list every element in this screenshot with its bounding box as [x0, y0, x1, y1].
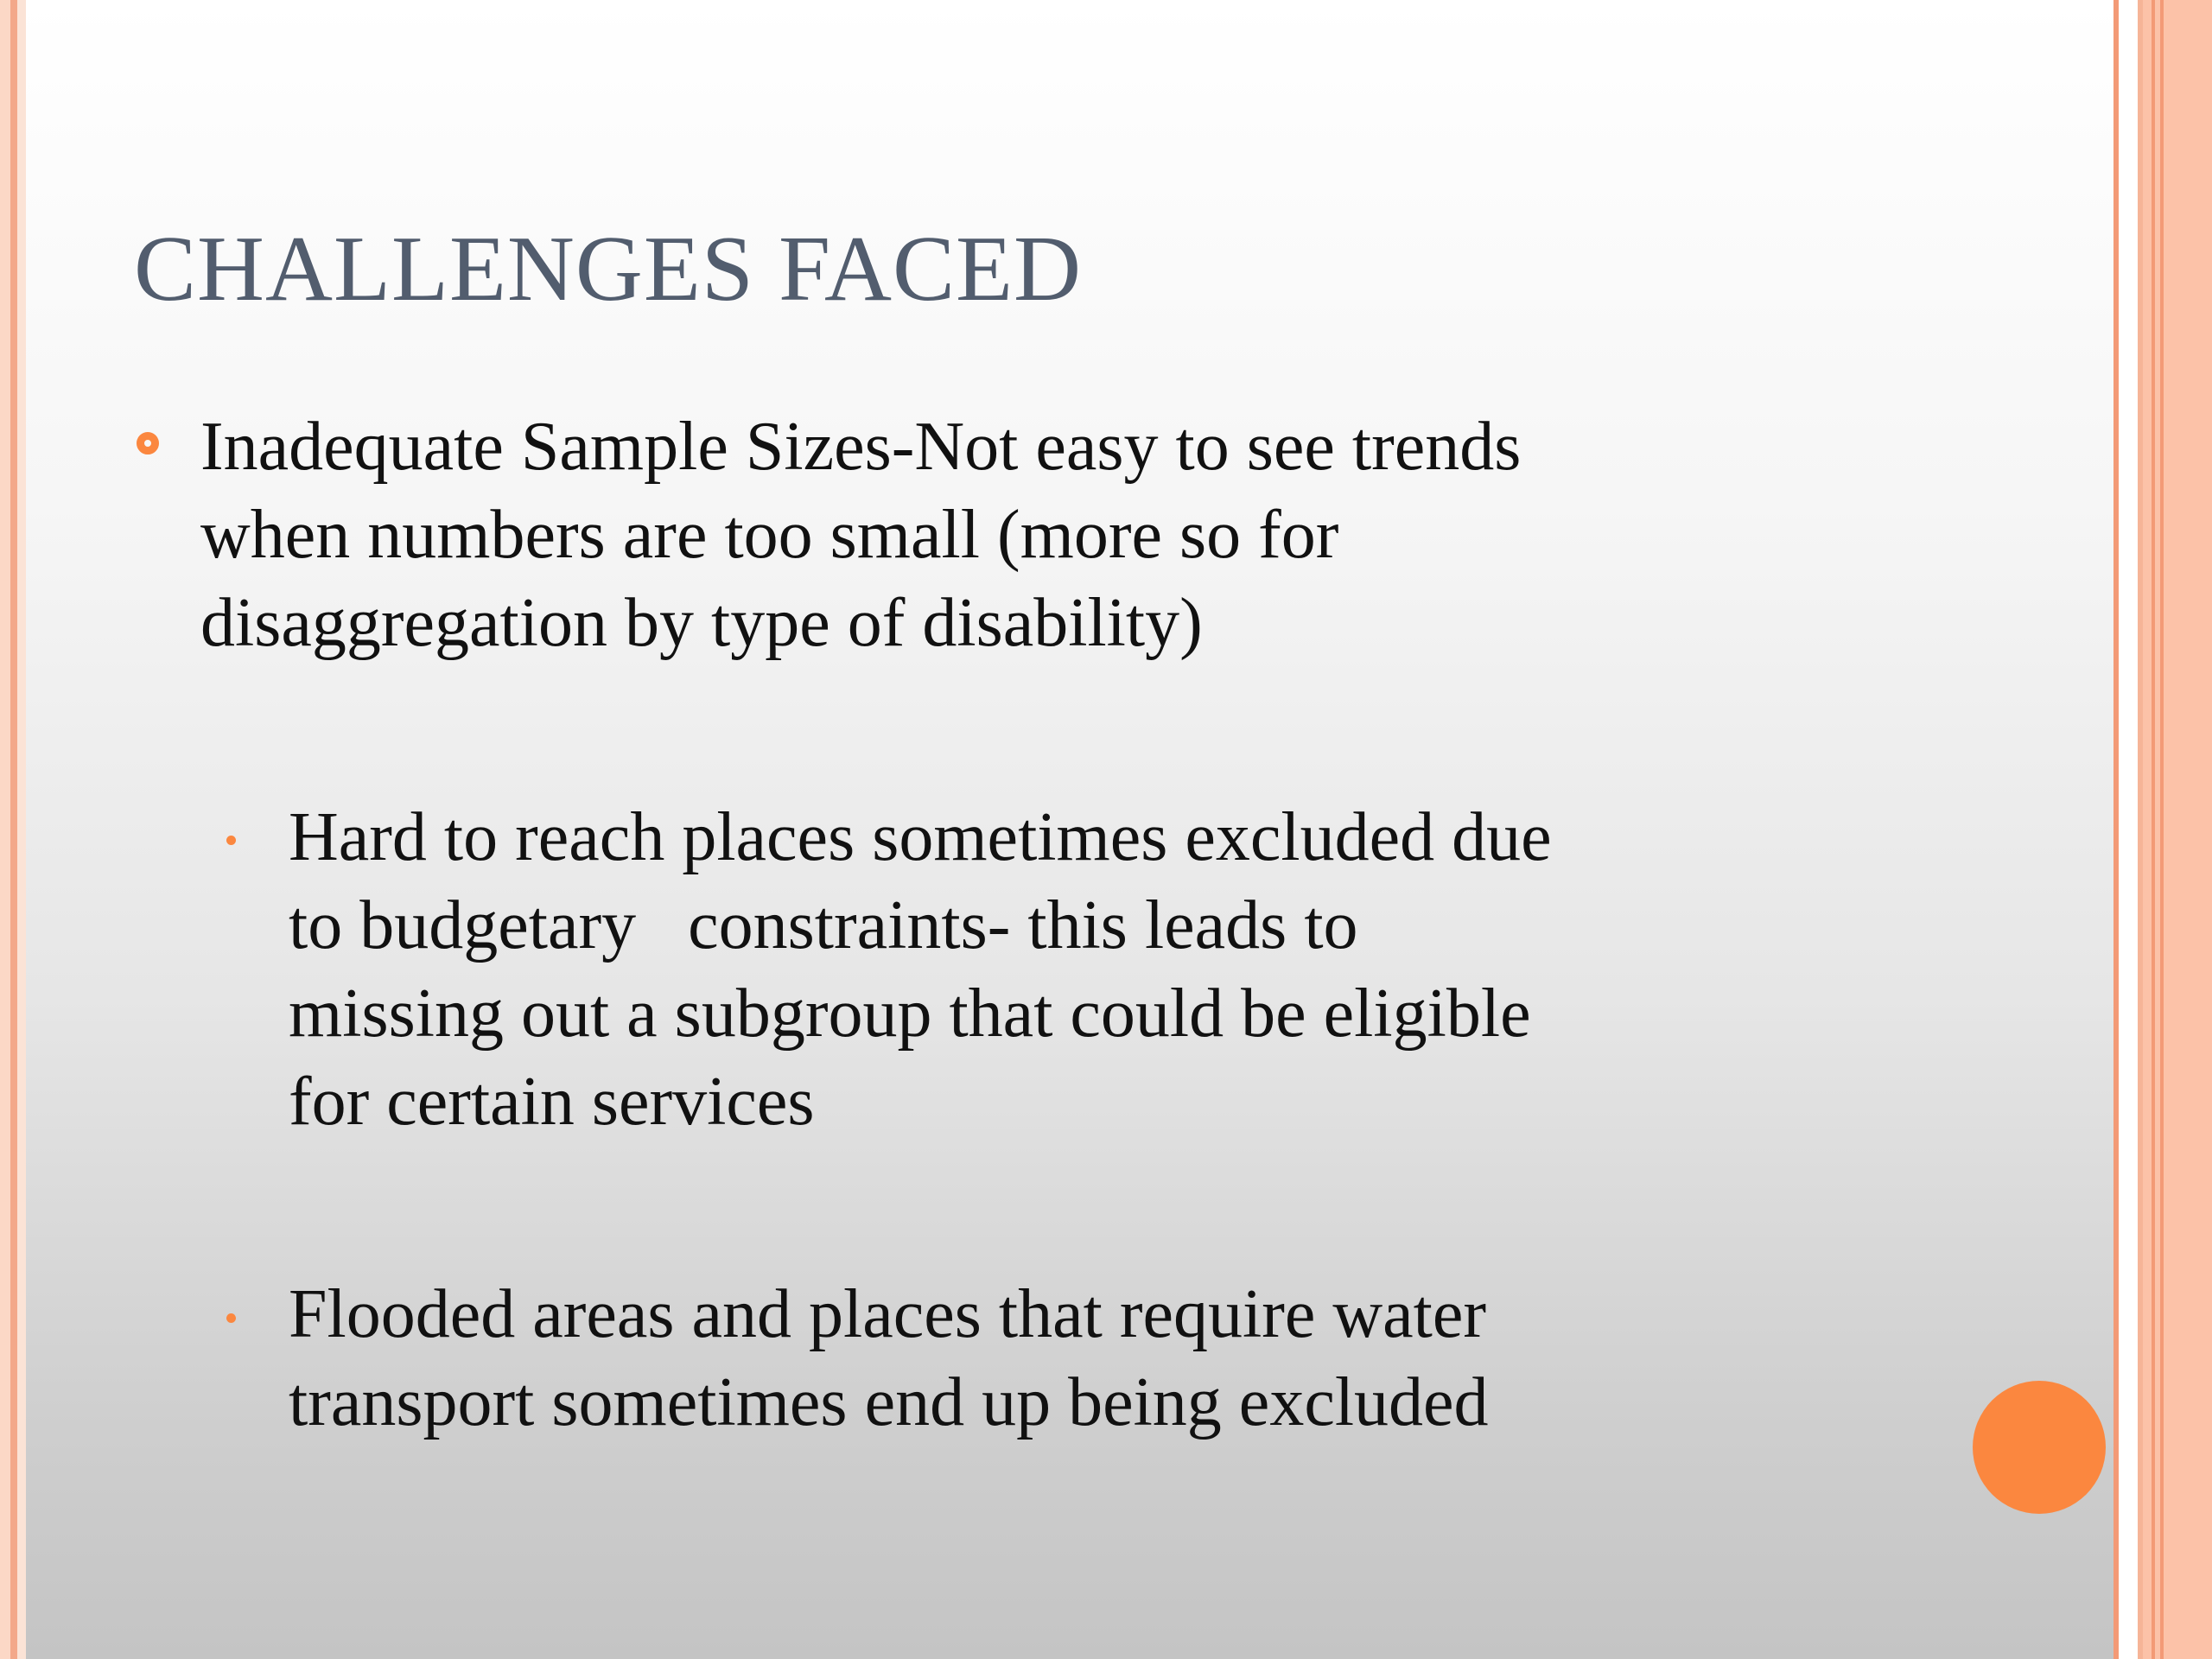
- left-border-stripe: [10, 0, 17, 1659]
- right-border-gap: [2119, 0, 2138, 1659]
- left-border-stripe: [0, 0, 10, 1659]
- dot-icon: [226, 836, 236, 845]
- right-border-line: [2152, 0, 2155, 1659]
- slide-title: CHALLENGES FACED: [134, 218, 1083, 321]
- hollow-circle-icon: [137, 432, 159, 454]
- bullet-line: when numbers are too small (more so for: [200, 497, 1339, 573]
- bullet-line: missing out a subgroup that could be eligible: [289, 976, 1531, 1052]
- left-border-stripe: [17, 0, 26, 1659]
- right-border-line: [2160, 0, 2164, 1659]
- bullet-line: Hard to reach places sometimes excluded due: [289, 799, 1552, 875]
- dot-icon: [226, 1313, 236, 1323]
- bullet-line: Inadequate Sample Sizes-Not easy to see trends: [200, 409, 1522, 485]
- bullet-line: to budgetary constraints- this leads to: [289, 887, 1358, 963]
- bullet-item-sample-sizes: [200, 403, 1929, 667]
- right-border-line: [2138, 0, 2143, 1659]
- bullet-line: disaggregation by type of disability): [200, 585, 1203, 661]
- bullet-line: Flooded areas and places that require water: [289, 1276, 1487, 1352]
- bullet-line: transport sometimes end up being excluded: [289, 1364, 1489, 1440]
- sub-bullet-flooded-areas: [289, 1270, 1930, 1446]
- orange-circle-decoration: [1973, 1381, 2106, 1514]
- bullet-line: for certain services: [289, 1064, 815, 1140]
- sub-bullet-hard-to-reach: [289, 793, 1930, 1146]
